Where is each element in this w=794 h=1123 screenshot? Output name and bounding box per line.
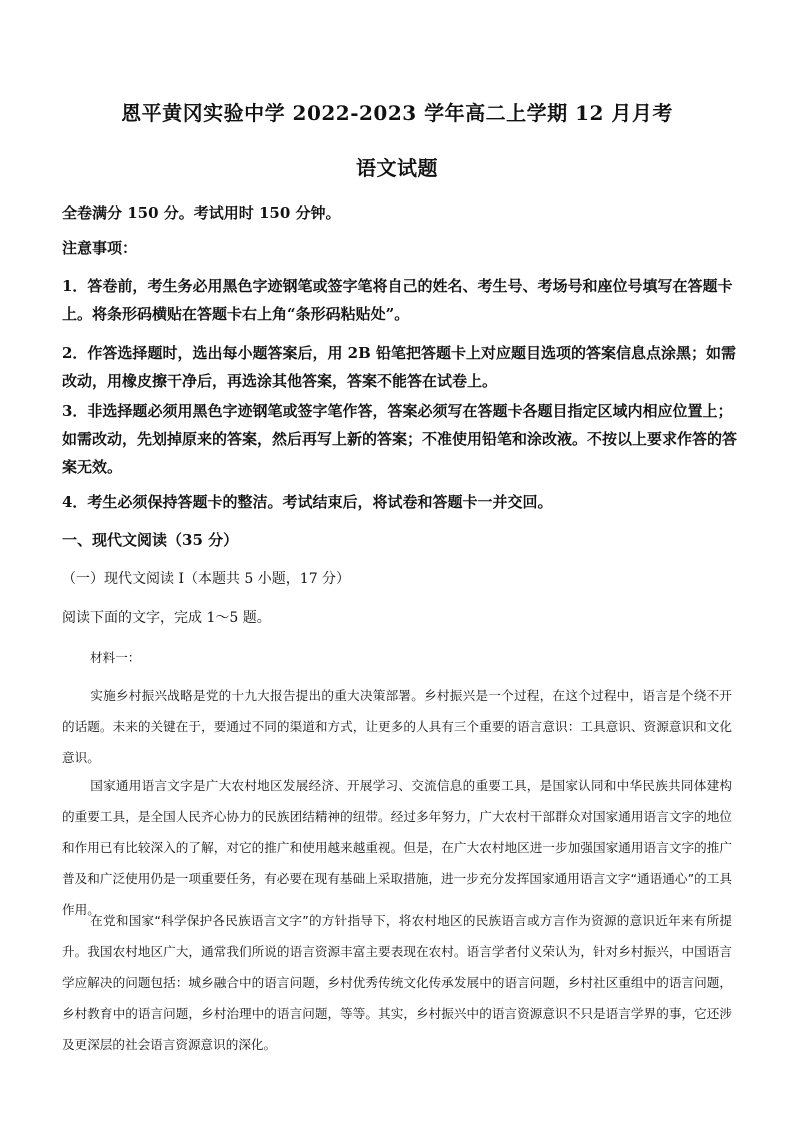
reading-instruction: 阅读下面的文字，完成 1～5 题。: [62, 610, 271, 626]
notice-heading: 注意事项：: [62, 239, 138, 257]
paragraph-2: [62, 770, 732, 925]
document-subtitle: 语文试题: [356, 156, 438, 180]
section-heading: 一、现代文阅读（35 分）: [62, 531, 239, 549]
paragraph-3: [62, 905, 732, 1060]
material-label: 材料一：: [90, 650, 141, 665]
paragraph-2-text: 国家通用语言文字是广大农村地区发展经济、开展学习、交流信息的重要工具，是国家认同和中华民族共同体建构的重要工具，是全国人民齐心协力的民族团结精神的纽带。经过多年努力，广大农村干部群众对国家通用语言文字的地位和作用已有比较深入的了解，对它的推广和使用越来越重视。但是，在广大农村地区进一步加强国家通用语言文字的推广普及和广泛使用仍是一项重要任务，有必要在现有基础上采取措施，进一步充分发挥国家通用语言文字“通语通心”的工具作用。: [62, 778, 732, 917]
notice-item-3: 3．非选择题必须用黑色字迹钢笔或签字笔作答，答案必须写在答题卡各题目指定区域内相应位置上；如需改动，先划掉原来的答案，然后再写上新的答案；不准使用铅笔和涂改液。不按以上要求作答的答案无效。: [62, 402, 738, 476]
notice-item-4: 4．考生必须保持答题卡的整洁。考试结束后，将试卷和答题卡一并交回。: [62, 493, 553, 511]
paragraph-3-text: 在党和国家“科学保护各民族语言文字”的方针指导下，将农村地区的民族语言或方言作为资源的意识近年来有所提升。我国农村地区广大，通常我们所说的语言资源丰富主要表现在农村。语言学者付义荣认为，针对乡村振兴，中国语言学应解决的问题包括：城乡融合中的语言问题，乡村优秀传统文化传承发展中的语言问题，乡村社区重组中的语言问题，乡村教育中的语言问题，乡村治理中的语言问题，等等。其实，乡村振兴中的语言资源意识不只是语言学界的事，它还涉及更深层的社会语言资源意识的深化。: [62, 913, 732, 1052]
document-title: 恩平黄冈实验中学 2022-2023 学年高二上学期 12 月月考: [121, 101, 673, 125]
paragraph-1: [62, 680, 732, 773]
notice-item-1: 1．答卷前，考生务必用黑色字迹钢笔或签字笔将自己的姓名、考生号、考场号和座位号填写在答题卡上。将条形码横贴在答题卡右上角“条形码粘贴处”。: [62, 277, 733, 323]
material-label-line: [62, 642, 732, 673]
subsection-heading: （一）现代文阅读 I（本题共 5 小题，17 分）: [62, 571, 351, 587]
paragraph-1-text: 实施乡村振兴战略是党的十九大报告提出的重大决策部署。乡村振兴是一个过程，在这个过程中，语言是个绕不开的话题。未来的关键在于，要通过不同的渠道和方式，让更多的人具有三个重要的语言意识：工具意识、资源意识和文化意识。: [62, 688, 732, 765]
notice-item-2: 2．作答选择题时，选出每小题答案后，用 2B 铅笔把答题卡上对应题目选项的答案信息点涂黑；如需改动，用橡皮擦干净后，再选涂其他答案，答案不能答在试卷上。: [62, 344, 737, 390]
score-line: 全卷满分 150 分。考试用时 150 分钟。: [62, 204, 341, 222]
